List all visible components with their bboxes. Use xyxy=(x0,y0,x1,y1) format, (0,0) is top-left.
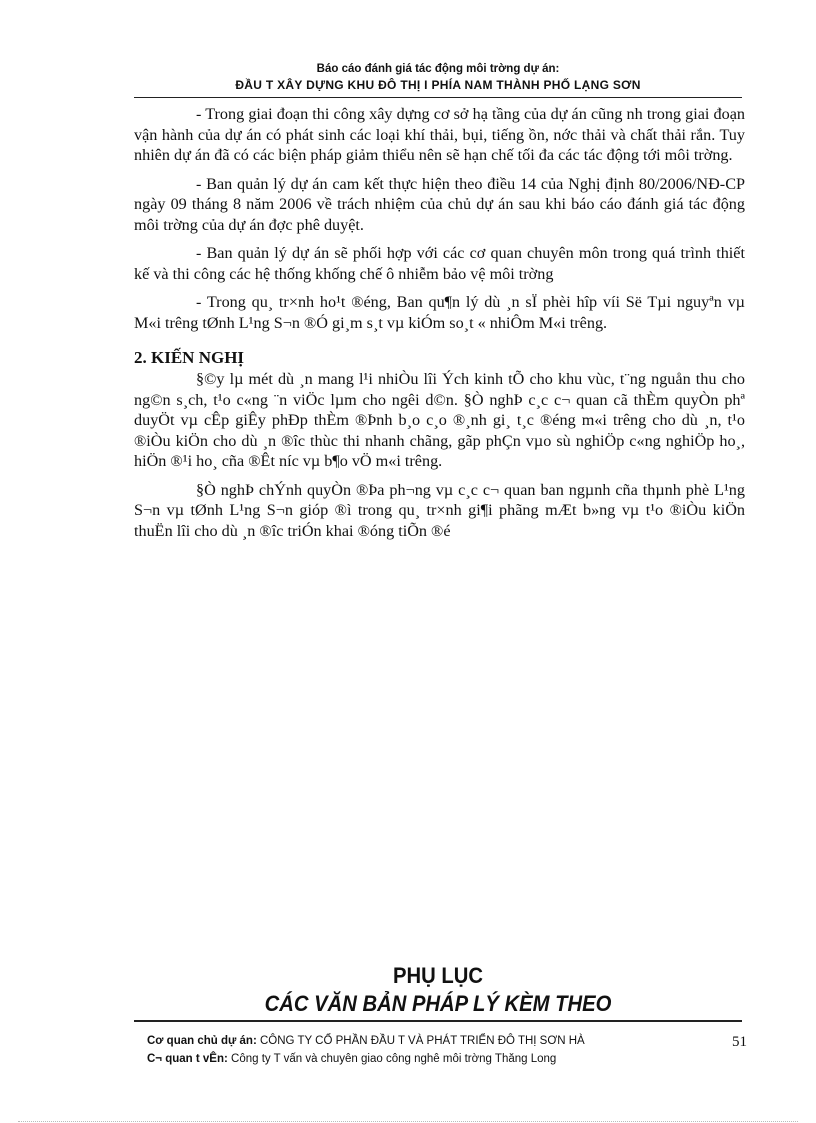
section-heading-recommendations: 2. KIẾN NGHỊ xyxy=(134,348,245,367)
paragraph-monitoring: - Trong qu¸ tr×nh ho¹t ®éng, Ban qu¶n lý dù ¸n sÏ phèi hîp víi Së Tµi nguyªn vµ M«i trêng tØnh L¹ng S¬n ®Ó gi¸m s¸t vµ kiÓm so¸t « nhiÔm M«i trêng. xyxy=(134,293,745,332)
appendix-subtitle: CÁC VĂN BẢN PHÁP LÝ KÈM THEO xyxy=(264,991,612,1016)
paragraph-recommendation-1: §©y lµ mét dù ¸n mang l¹i nhiÒu lîi Ých kinh tÕ cho khu vùc, t¨ng nguån thu cho ng©n s¸ch, t¹o c«ng ¨n viÖc lµm cho ngêi d©n. §Ò nghÞ c¸c c¬ quan cã thÈm quyÒn phª duyÖt vµ cÊp giÊy phÐp thÈm ®Þnh b¸o c¸o ®¸nh gi¸ t¸c ®éng m«i trêng cho dù ¸n, t¹o ®iÒu kiÖn cho dù ¸n ®îc thùc thi nhanh chãng, gãp phÇn vµo sù nghiÖp c«ng nghiÖp ho¸, hiÖn ®¹i ho¸ cña ®Êt níc vµ b¶o vÖ m«i trêng. xyxy=(134,370,745,470)
footer-owner-line xyxy=(147,1032,747,1050)
page-footer xyxy=(147,1032,747,1068)
paragraph-coordination: - Ban quản lý dự án sẽ phối hợp với các cơ quan chuyên môn trong quá trình thiết kế và thi công các hệ thống khống chế ô nhiễm bảo vệ môi trờng xyxy=(134,244,745,283)
footer-consultant-line xyxy=(147,1050,747,1068)
footer-owner-value: CÔNG TY CỔ PHẦN ĐẦU T VÀ PHÁT TRIỂN ĐÔ THỊ SƠN HÀ xyxy=(259,1035,585,1047)
footer-consultant-label: C¬ quan t vÊn: xyxy=(147,1053,228,1065)
report-header-line1: Báo cáo đánh giá tác động môi trờng dự án: xyxy=(316,63,560,75)
report-header xyxy=(134,62,742,93)
paragraph-impacts: - Trong giai đoạn thi công xây dựng cơ sở hạ tầng của dự án cũng nh trong giai đoạn vận hành của dự án có phát sinh các loại khí thải, bụi, tiếng ồn, nớc thải và chất thải rắn. Tuy nhiên dự án đã có các biện pháp giảm thiểu nên sẽ hạn chế tối đa các tác động tới môi trờng. xyxy=(134,105,745,164)
header-rule xyxy=(134,97,742,98)
body-content xyxy=(134,104,745,549)
paragraph-commitment: - Ban quản lý dự án cam kết thực hiện theo điều 14 của Nghị định 80/2006/NĐ-CP ngày 09 tháng 8 năm 2006 về trách nhiệm của chủ dự án sau khi báo cáo đánh giá tác động môi trờng của dự án đợc phê duyệt. xyxy=(134,174,745,234)
report-header-line2: ĐẦU T XÂY DỰNG KHU ĐÔ THỊ I PHÍA NAM THÀNH PHỐ LẠNG SƠN xyxy=(235,78,641,92)
page-bottom-border xyxy=(18,1121,798,1122)
footer-consultant-value: Công ty T vấn và chuyên giao công nghê môi trờng Thăng Long xyxy=(231,1053,557,1065)
paragraph-recommendation-2: §Ò nghÞ chÝnh quyÒn ®Þa ph¬ng vµ c¸c c¬ quan ban ngµnh cña thµnh phè L¹ng S¬n vµ tØnh L¹ng S¬n gióp ®ì trong qu¸ tr×nh gi¶i phãng mÆt b»ng vµ t¹o ®iÒu kiÖn thuËn lîi cho dù ¸n ®îc triÓn khai ®óng tiÕn ®é xyxy=(134,480,745,540)
footer-owner-label: Cơ quan chủ dự án: xyxy=(147,1035,257,1047)
appendix-title: PHỤ LỤC xyxy=(393,963,483,988)
footer-rule xyxy=(134,1020,742,1022)
page-number: 51 xyxy=(732,1034,747,1050)
